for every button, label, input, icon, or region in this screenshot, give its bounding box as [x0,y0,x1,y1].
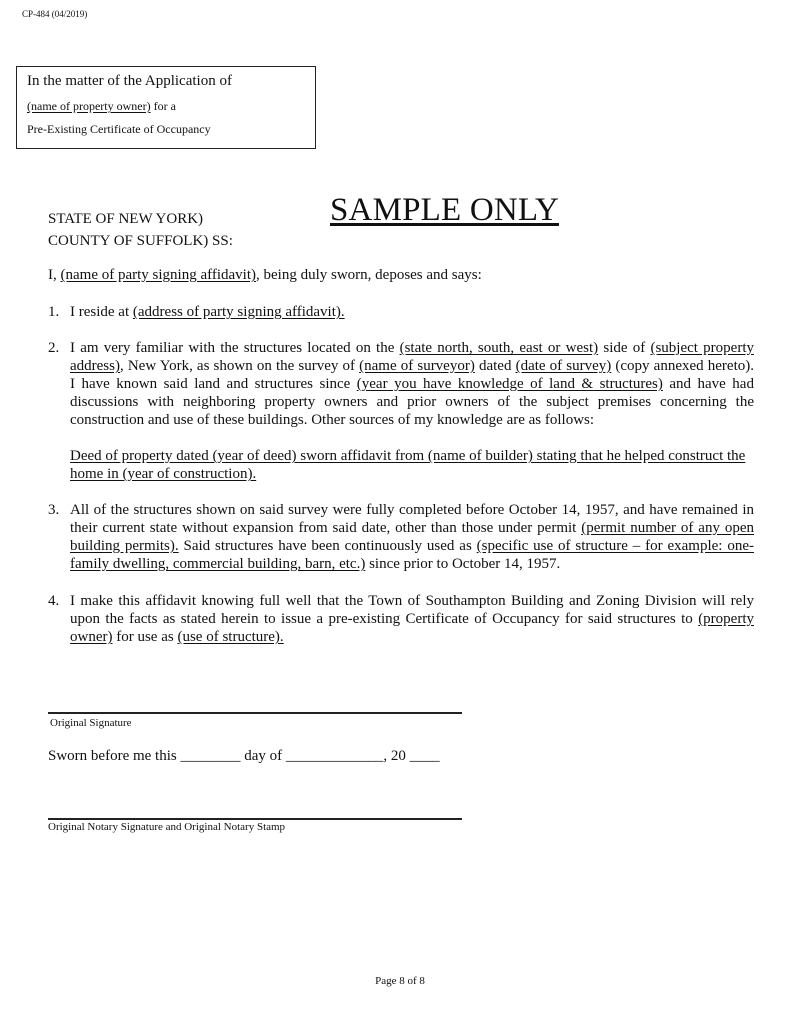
caption-line-1: In the matter of the Application of [27,73,232,89]
text-run: I reside at [70,304,133,320]
intro-post: , being duly sworn, deposes and says: [256,267,482,283]
paragraph-number: 1. [48,304,60,320]
knowledge-year-blank: (year you have knowledge of land & structures) [356,376,663,392]
paragraph-text [70,501,754,573]
address-blank: (address of party signing affidavit). [132,304,345,320]
sources-example [70,447,754,483]
venue-state: STATE OF NEW YORK) [48,211,204,227]
text-run: Said structures have been continuously used as [178,538,477,554]
venue-county: COUNTY OF SUFFOLK) SS: [48,233,233,249]
sample-watermark: SAMPLE ONLY [330,192,559,228]
caption-box [16,66,316,149]
surveyor-blank: (name of surveyor) [359,358,475,374]
caption-line-3: Pre-Existing Certificate of Occupancy [27,122,211,136]
property-address-blank: (subject property address) [70,340,754,374]
permit-number-blank: (permit number of any open building permits). [70,520,754,554]
use-of-structure-blank: (use of structure). [177,629,284,645]
affiant-name-blank: (name of party signing affidavit) [60,267,256,283]
sworn-before-line: Sworn before me this ________ day of _____________, 20 ____ [48,748,440,764]
notary-signature-line [48,818,462,820]
text-run: dated [474,358,516,374]
signature-line [48,712,462,714]
form-code: CP-484 (04/2019) [22,9,88,19]
property-owner-blank: (property owner) [70,611,754,645]
intro-statement [48,266,482,284]
text-run: I make this affidavit knowing full well that the Town of Southampton Building and Zoning Division will rely upon the facts as stated herein to issue a pre-existing Certificate of Occupancy for said structures to [70,593,754,627]
owner-name-blank: (name of property owner) [27,99,151,113]
intro-pre: I, [48,267,61,283]
page-number: Page 8 of 8 [375,975,425,987]
text-run: for use as [112,629,178,645]
structure-use-blank: (specific use of structure – for example: one-family dwelling, commercial building, barn, etc.) [70,538,754,572]
caption-line-2 [27,99,176,114]
direction-blank: (state north, south, east or west) [399,340,599,356]
caption-line-2-rest: for a [150,99,176,113]
text-run: and have had discussions with neighboring property owners and prior owners of the subject premises concerning the construction and use of these buildings. Other sources of my knowledge are as follows: [70,376,754,428]
paragraph-text [70,592,754,646]
text-run: (copy annexed hereto). I have known said land and structures since [70,358,754,392]
paragraph-number: 2. [48,340,60,356]
sources-example-text: Deed of property dated (year of deed) sworn affidavit from (name of builder) stating that he helped construct the home in (year of construction). [70,448,746,482]
notary-signature-label: Original Notary Signature and Original Notary Stamp [48,821,286,833]
text-run: side of [598,340,651,356]
venue-block [48,208,233,252]
text-run: , New York, as shown on the survey of [119,358,360,374]
paragraph-number: 4. [48,593,60,609]
paragraph-text [70,339,754,429]
text-run: All of the structures shown on said survey were fully completed before October 14, 1957, and have remained in their current state without expansion from said date, other than those under permit [70,502,754,536]
survey-date-blank: (date of survey) [515,358,612,374]
text-run: since prior to October 14, 1957. [365,556,561,572]
paragraph-number: 3. [48,502,60,518]
original-signature-label: Original Signature [50,717,132,729]
paragraph-text [70,303,754,321]
text-run: I am very familiar with the structures located on the [70,340,400,356]
